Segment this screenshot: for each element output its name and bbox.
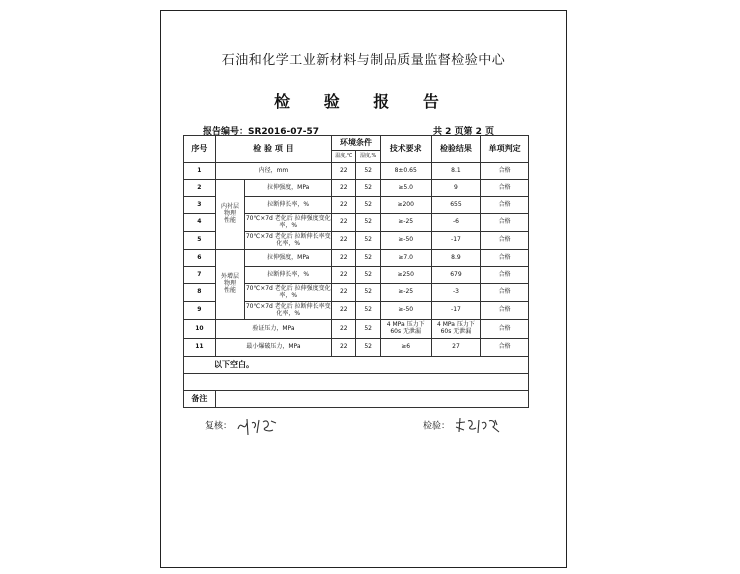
blank-note: 以下空白。 <box>184 357 529 374</box>
header-no: 序号 <box>184 136 216 163</box>
organization-name: 石油和化学工业新材料与制品质量监督检验中心 <box>221 53 506 68</box>
table-row: 10 验证压力，MPa 22 52 4 MPa 压力下 60s 无泄漏 4 MPa 压力下 60s 无泄漏 合格 <box>184 320 529 339</box>
table-row: 11 最小爆破压力，MPa 22 52 ≥6 27 合格 <box>184 339 529 357</box>
header-humidity: 湿度,% <box>356 151 380 163</box>
header-item: 检 验 项 目 <box>215 136 331 163</box>
report-title: 检 验 报 告 <box>274 92 453 111</box>
reviewer-signature-line <box>205 415 281 437</box>
table-row: 9 70℃×7d 老化后 拉断伸长率变化率，% 22 52 ≥-50 -17 合格 <box>184 302 529 320</box>
inspection-table <box>183 135 529 408</box>
remark-content <box>215 391 528 408</box>
table-row: 5 70℃×7d 老化后 拉断伸长率变化率，% 22 52 ≥-50 -17 合格 <box>184 232 529 250</box>
remark-label: 备注 <box>184 391 216 408</box>
page-count: 共 2 页第 2 页 <box>432 127 494 137</box>
table-row: 1 内径，mm 22 52 8±0.65 8.1 合格 <box>184 163 529 180</box>
reviewer-label: 复核： <box>205 421 233 432</box>
report-number: 报告编号：SR2016-07-57 <box>203 127 319 137</box>
table-row: 4 70℃×7d 老化后 拉伸强度变化率，% 22 52 ≥-25 -6 合格 <box>184 214 529 232</box>
group-outer-layer: 外增层 物理 性能 <box>215 250 245 320</box>
group-inner-layer: 内衬层 物理 性能 <box>215 180 245 250</box>
inspector-handwritten-signature <box>453 415 505 437</box>
header-temp: 温度,℃ <box>332 151 356 163</box>
remark-row <box>184 391 529 408</box>
header-env: 环境条件 <box>332 136 381 151</box>
report-page <box>160 10 567 568</box>
empty-row <box>184 374 529 391</box>
table-row: 7 拉断伸长率，% 22 52 ≥250 679 合格 <box>184 267 529 284</box>
table-row: 6 外增层 物理 性能 拉伸强度，MPa 22 52 ≥7.0 8.9 合格 <box>184 250 529 267</box>
header-verdict: 单项判定 <box>481 136 529 163</box>
table-row: 2 内衬层 物理 性能 拉伸强度，MPa 22 52 ≥5.0 9 合格 <box>184 180 529 197</box>
table-row: 8 70℃×7d 老化后 拉伸强度变化率，% 22 52 ≥-25 -3 合格 <box>184 284 529 302</box>
table-row: 3 拉断伸长率，% 22 52 ≥200 655 合格 <box>184 197 529 214</box>
blank-note-row <box>184 357 529 374</box>
inspector-signature-line <box>423 415 505 437</box>
inspector-label: 检验： <box>423 421 451 432</box>
reviewer-handwritten-signature <box>235 415 281 437</box>
header-result: 检验结果 <box>431 136 481 163</box>
header-req: 技术要求 <box>380 136 431 163</box>
